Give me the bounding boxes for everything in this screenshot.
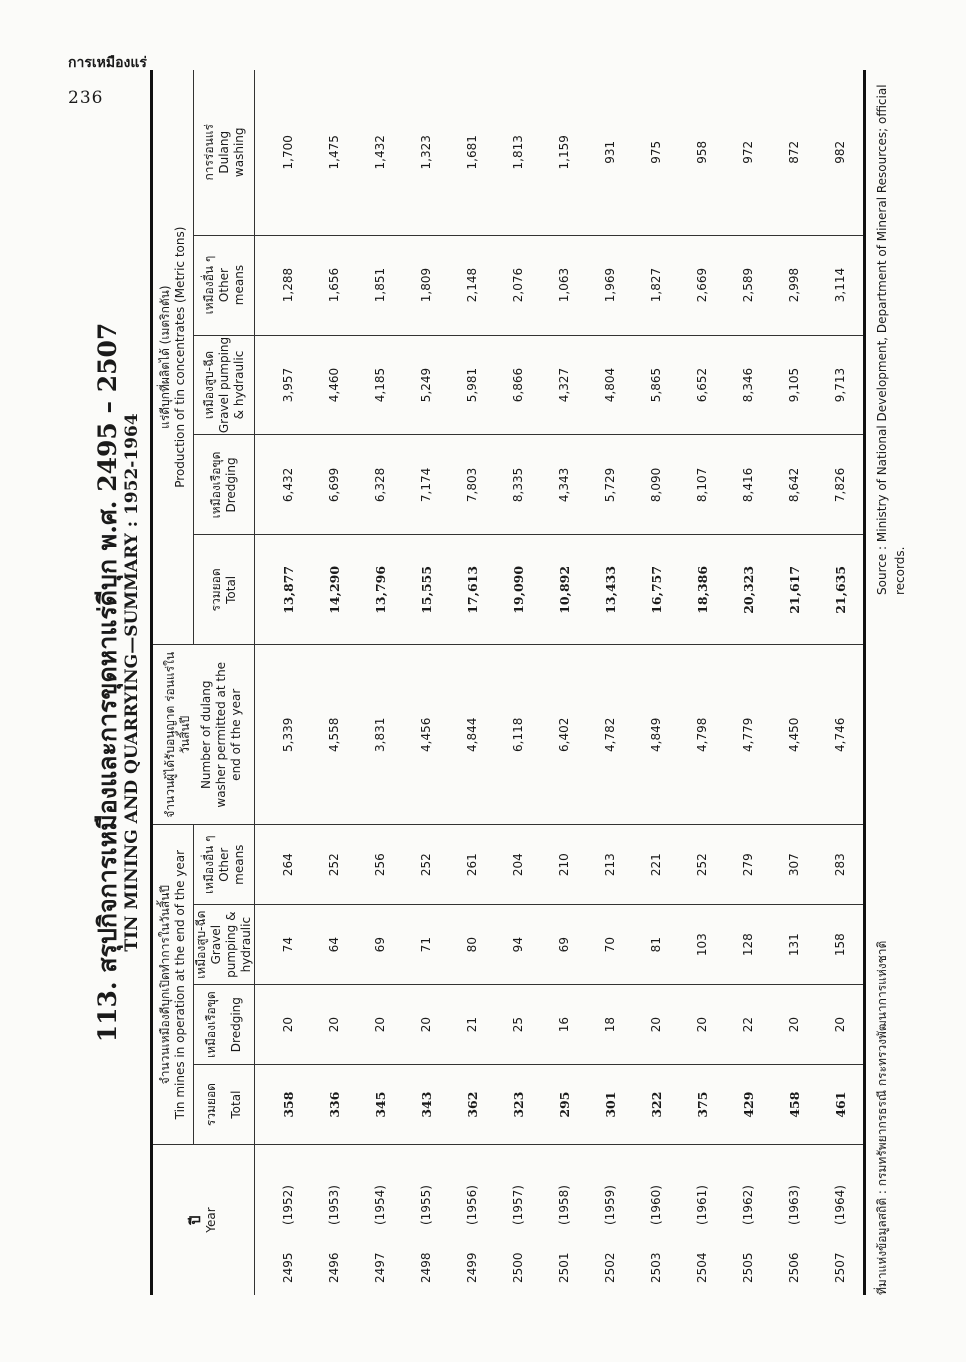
cell-m-other: 261 <box>449 825 495 905</box>
cell-m-dredging: 20 <box>633 985 679 1065</box>
cell-m-total: 323 <box>495 1065 541 1145</box>
cell-m-gravel: 131 <box>771 905 817 985</box>
year-ce: (1956) <box>465 1185 479 1225</box>
cell-m-dredging: 20 <box>255 985 312 1065</box>
cell-p-total: 13,796 <box>357 535 403 645</box>
cell-m-dredging: 20 <box>817 985 865 1065</box>
cell-p-dredging: 7,826 <box>817 435 865 535</box>
cell-p-dredging: 8,416 <box>725 435 771 535</box>
th-label: รวมยอด <box>209 568 223 612</box>
cell-p-other: 2,998 <box>771 235 817 335</box>
page-number: 236 <box>68 88 104 108</box>
cell-washers: 4,782 <box>587 645 633 825</box>
washers-header-thai: จำนวนผู้ได้รับอนุญาต ร่อนแร่ในวันสิ้นปี <box>163 651 192 818</box>
cell-p-dredging: 8,642 <box>771 435 817 535</box>
cell-m-other: 252 <box>311 825 357 905</box>
mines-group-header <box>152 825 194 1145</box>
year-be: 2497 <box>373 1252 387 1283</box>
en-label: Other means <box>216 844 246 885</box>
source-english: Source : Ministry of National Development, Department of Mineral Resources; official records. <box>875 84 907 595</box>
cell-p-dulang: 958 <box>695 140 709 164</box>
cell-washers: 4,558 <box>311 645 357 825</box>
cell-m-total: 345 <box>357 1065 403 1145</box>
year-cell <box>541 1145 587 1295</box>
cell-p-total: 16,757 <box>633 535 679 645</box>
mines-group-english: Tin mines in operation at the end of the year <box>173 849 187 1120</box>
cell-m-other: 213 <box>587 825 633 905</box>
production-group-english: Production of tin concentrates (Metric tons) <box>173 226 187 488</box>
year-be: 2506 <box>787 1252 801 1283</box>
cell-washers: 4,849 <box>633 645 679 825</box>
year-be: 2498 <box>419 1252 433 1283</box>
cell-p-dredging: 8,335 <box>495 435 541 535</box>
year-ce: (1963) <box>787 1185 801 1225</box>
cell-m-total: 322 <box>633 1065 679 1145</box>
cell-p-dulang: 1,432 <box>373 135 387 170</box>
prod-gravel-header <box>194 335 255 435</box>
prod-dulang-header <box>194 70 255 235</box>
cell-m-other: 279 <box>725 825 771 905</box>
table-title-thai: 113. สรุปกิจการเหมืองและการขุดหาแร่ดีบุก พ.ศ. 2495 – 2507 <box>93 322 122 1043</box>
table-row <box>587 70 633 1295</box>
cell-p-dredging: 6,432 <box>255 435 312 535</box>
year-be: 2495 <box>281 1252 295 1283</box>
cell-m-dredging: 18 <box>587 985 633 1065</box>
cell-m-total: 301 <box>587 1065 633 1145</box>
cell-washers: 4,746 <box>817 645 865 825</box>
cell-p-dulang: 1,681 <box>465 135 479 170</box>
year-cell <box>311 1145 357 1295</box>
year-ce: (1959) <box>603 1185 617 1225</box>
cell-washers: 3,831 <box>357 645 403 825</box>
year-cell <box>771 1145 817 1295</box>
cell-p-gravel: 3,957 <box>255 335 312 435</box>
cell-p-dredging: 6,328 <box>357 435 403 535</box>
cell-p-other: 1,827 <box>633 235 679 335</box>
cell-p-total: 18,386 <box>679 535 725 645</box>
cell-p-gravel: 4,804 <box>587 335 633 435</box>
production-group-thai: แร่ดีบุกที่ผลิตได้ (เมตริกตัน) <box>158 285 172 429</box>
year-cell <box>449 1145 495 1295</box>
cell-m-total: 336 <box>311 1065 357 1145</box>
cell-p-gravel: 6,866 <box>495 335 541 435</box>
year-cell <box>633 1145 679 1295</box>
th-label: เหมืองอื่น ๆ <box>201 255 216 315</box>
year-ce: (1952) <box>281 1185 295 1225</box>
cell-m-other: 256 <box>357 825 403 905</box>
year-cell <box>817 1145 865 1295</box>
cell-m-gravel: 81 <box>633 905 679 985</box>
cell-m-gravel: 103 <box>679 905 725 985</box>
cell-p-other: 3,114 <box>817 235 865 335</box>
mines-group-thai: จำนวนเหมืองดีบุกเปิดทำการในวันสิ้นปี <box>158 884 172 1085</box>
cell-p-total: 13,877 <box>255 535 312 645</box>
year-be: 2504 <box>695 1252 709 1283</box>
source-thai: ที่มาแห่งข้อมูลสถิติ : กรมทรัพยากรธรณี กระทรวงพัฒนาการแห่งชาติ <box>875 940 889 1295</box>
cell-p-dredging: 6,699 <box>311 435 357 535</box>
cell-washers: 5,339 <box>255 645 312 825</box>
cell-p-other: 2,148 <box>449 235 495 335</box>
cell-p-other: 2,076 <box>495 235 541 335</box>
cell-p-total: 20,323 <box>725 535 771 645</box>
cell-p-dulang: 972 <box>741 140 755 164</box>
en-label: Gravel pumping & hydraulic <box>209 911 253 978</box>
cell-p-dulang: 931 <box>603 140 617 164</box>
cell-m-total: 429 <box>725 1065 771 1145</box>
cell-m-gravel: 64 <box>311 905 357 985</box>
prod-dredging-header <box>194 435 255 535</box>
cell-p-dulang: 975 <box>649 140 663 164</box>
cell-p-gravel: 8,346 <box>725 335 771 435</box>
year-ce: (1962) <box>741 1185 755 1225</box>
cell-m-dredging: 20 <box>771 985 817 1065</box>
table-row <box>495 70 541 1295</box>
cell-m-dredging: 21 <box>449 985 495 1065</box>
cell-m-total: 458 <box>771 1065 817 1145</box>
production-group-header <box>152 70 194 645</box>
year-cell <box>679 1145 725 1295</box>
cell-p-other: 1,969 <box>587 235 633 335</box>
cell-p-gravel: 4,185 <box>357 335 403 435</box>
cell-m-total: 362 <box>449 1065 495 1145</box>
cell-p-gravel: 5,249 <box>403 335 449 435</box>
cell-m-gravel: 158 <box>817 905 865 985</box>
cell-p-total: 19,090 <box>495 535 541 645</box>
cell-p-gravel: 9,713 <box>817 335 865 435</box>
cell-washers: 6,118 <box>495 645 541 825</box>
table-row <box>771 70 817 1295</box>
cell-p-total: 13,433 <box>587 535 633 645</box>
year-cell <box>587 1145 633 1295</box>
cell-washers: 6,402 <box>541 645 587 825</box>
table-row <box>633 70 679 1295</box>
cell-m-other: 264 <box>255 825 312 905</box>
cell-washers: 4,779 <box>725 645 771 825</box>
mines-gravel-header <box>194 905 255 985</box>
table-row <box>403 70 449 1295</box>
cell-m-dredging: 20 <box>357 985 403 1065</box>
en-label: Gravel pumping & hydraulic <box>216 336 246 434</box>
year-ce: (1954) <box>373 1185 387 1225</box>
cell-washers: 4,798 <box>679 645 725 825</box>
year-ce: (1960) <box>649 1185 663 1225</box>
cell-p-dulang: 872 <box>787 140 801 164</box>
en-label: Dredging <box>224 457 238 513</box>
table-row <box>255 70 312 1295</box>
year-be: 2499 <box>465 1252 479 1283</box>
cell-p-other: 1,809 <box>403 235 449 335</box>
cell-m-gravel: 70 <box>587 905 633 985</box>
table-row <box>725 70 771 1295</box>
year-be: 2496 <box>327 1252 341 1283</box>
table-body <box>255 70 865 1295</box>
cell-p-gravel: 9,105 <box>771 335 817 435</box>
cell-m-total: 375 <box>679 1065 725 1145</box>
th-label: เหมืองอื่น ๆ <box>201 835 216 895</box>
cell-p-total: 15,555 <box>403 535 449 645</box>
cell-p-dulang: 982 <box>817 70 865 235</box>
cell-p-other: 2,669 <box>679 235 725 335</box>
th-label: เหมืองเรือขุด <box>204 991 218 1059</box>
table-row <box>679 70 725 1295</box>
year-be: 2502 <box>603 1252 617 1283</box>
cell-p-dulang: 1,475 <box>327 135 341 170</box>
cell-p-total: 21,635 <box>817 535 865 645</box>
running-header: การเหมืองแร่ <box>68 55 147 71</box>
cell-m-total: 461 <box>817 1065 865 1145</box>
tin-mining-summary-table <box>150 70 866 1295</box>
th-label: เหมืองสูบ-ฉีด <box>201 350 216 420</box>
washers-header-english: Number of dulang washer permitted at the end of the year <box>199 661 243 808</box>
cell-p-dredging: 5,729 <box>587 435 633 535</box>
en-label: Total <box>224 575 238 604</box>
table-row <box>311 70 357 1295</box>
year-header <box>152 1145 255 1295</box>
cell-washers: 4,450 <box>771 645 817 825</box>
cell-m-other: 283 <box>817 825 865 905</box>
th-label: รวมยอด <box>204 1083 218 1127</box>
year-ce: (1958) <box>557 1185 571 1225</box>
cell-m-gravel: 69 <box>541 905 587 985</box>
year-be: 2507 <box>833 1252 847 1283</box>
cell-m-total: 358 <box>255 1065 312 1145</box>
table-row <box>541 70 587 1295</box>
cell-m-dredging: 22 <box>725 985 771 1065</box>
year-cell <box>403 1145 449 1295</box>
cell-p-dredging: 8,090 <box>633 435 679 535</box>
cell-m-other: 252 <box>403 825 449 905</box>
year-ce: (1955) <box>419 1185 433 1225</box>
cell-m-gravel: 94 <box>495 905 541 985</box>
year-be: 2505 <box>741 1252 755 1283</box>
cell-p-other: 1,063 <box>541 235 587 335</box>
cell-m-gravel: 128 <box>725 905 771 985</box>
th-label: เหมืองเรือขุด <box>209 451 223 519</box>
year-cell <box>725 1145 771 1295</box>
en-label: Dulang washing <box>216 127 246 178</box>
cell-p-other: 1,288 <box>255 235 312 335</box>
cell-p-gravel: 5,865 <box>633 335 679 435</box>
cell-m-gravel: 74 <box>255 905 312 985</box>
cell-p-gravel: 4,327 <box>541 335 587 435</box>
cell-p-gravel: 6,652 <box>679 335 725 435</box>
cell-m-dredging: 20 <box>403 985 449 1065</box>
cell-m-dredging: 20 <box>311 985 357 1065</box>
table-row <box>357 70 403 1295</box>
cell-p-gravel: 4,460 <box>311 335 357 435</box>
year-cell <box>357 1145 403 1295</box>
cell-m-other: 252 <box>679 825 725 905</box>
cell-p-dredging: 4,343 <box>541 435 587 535</box>
table-title-english: TIN MINING AND QUARRYING—SUMMARY : 1952-1964 <box>122 413 142 952</box>
prod-total-header <box>194 535 255 645</box>
cell-m-gravel: 69 <box>357 905 403 985</box>
cell-p-other: 1,656 <box>311 235 357 335</box>
cell-p-total: 17,613 <box>449 535 495 645</box>
cell-washers: 4,844 <box>449 645 495 825</box>
cell-p-dulang: 1,159 <box>557 135 571 170</box>
cell-m-other: 221 <box>633 825 679 905</box>
cell-p-dredging: 8,107 <box>679 435 725 535</box>
cell-m-dredging: 20 <box>679 985 725 1065</box>
th-label: การร่อนแร่ <box>201 124 216 181</box>
mines-total-header <box>194 1065 255 1145</box>
year-header-thai: ปี <box>187 1215 204 1225</box>
cell-m-gravel: 71 <box>403 905 449 985</box>
cell-p-total: 21,617 <box>771 535 817 645</box>
cell-p-other: 2,589 <box>725 235 771 335</box>
year-ce: (1964) <box>833 1185 847 1225</box>
cell-m-total: 343 <box>403 1065 449 1145</box>
washers-header <box>152 645 255 825</box>
table-row <box>449 70 495 1295</box>
mines-other-header <box>194 825 255 905</box>
cell-m-dredging: 16 <box>541 985 587 1065</box>
en-label: Dredging <box>229 997 243 1053</box>
en-label: Other means <box>216 264 246 306</box>
cell-m-gravel: 80 <box>449 905 495 985</box>
en-label: Total <box>229 1090 243 1119</box>
cell-p-total: 10,892 <box>541 535 587 645</box>
year-be: 2503 <box>649 1252 663 1283</box>
cell-p-dulang: 1,700 <box>281 135 295 170</box>
cell-washers: 4,456 <box>403 645 449 825</box>
cell-m-other: 210 <box>541 825 587 905</box>
cell-p-dulang: 1,813 <box>511 135 525 170</box>
year-ce: (1953) <box>327 1185 341 1225</box>
cell-p-dredging: 7,803 <box>449 435 495 535</box>
year-be: 2500 <box>511 1252 525 1283</box>
mines-dredging-header <box>194 985 255 1065</box>
th-label: เหมืองสูบ-ฉีด <box>194 910 208 979</box>
cell-m-total: 295 <box>541 1065 587 1145</box>
year-header-english: Year <box>203 1207 218 1233</box>
year-be: 2501 <box>557 1252 571 1283</box>
prod-other-header <box>194 235 255 335</box>
cell-m-dredging: 25 <box>495 985 541 1065</box>
cell-p-other: 1,851 <box>357 235 403 335</box>
year-ce: (1957) <box>511 1185 525 1225</box>
year-cell <box>495 1145 541 1295</box>
cell-p-dulang: 1,323 <box>419 135 433 170</box>
cell-m-other: 204 <box>495 825 541 905</box>
cell-m-other: 307 <box>771 825 817 905</box>
cell-p-dredging: 7,174 <box>403 435 449 535</box>
year-ce: (1961) <box>695 1185 709 1225</box>
table-row <box>817 70 865 1295</box>
year-cell <box>255 1145 312 1295</box>
cell-p-total: 14,290 <box>311 535 357 645</box>
cell-p-gravel: 5,981 <box>449 335 495 435</box>
rotated-table-page <box>88 70 913 1295</box>
